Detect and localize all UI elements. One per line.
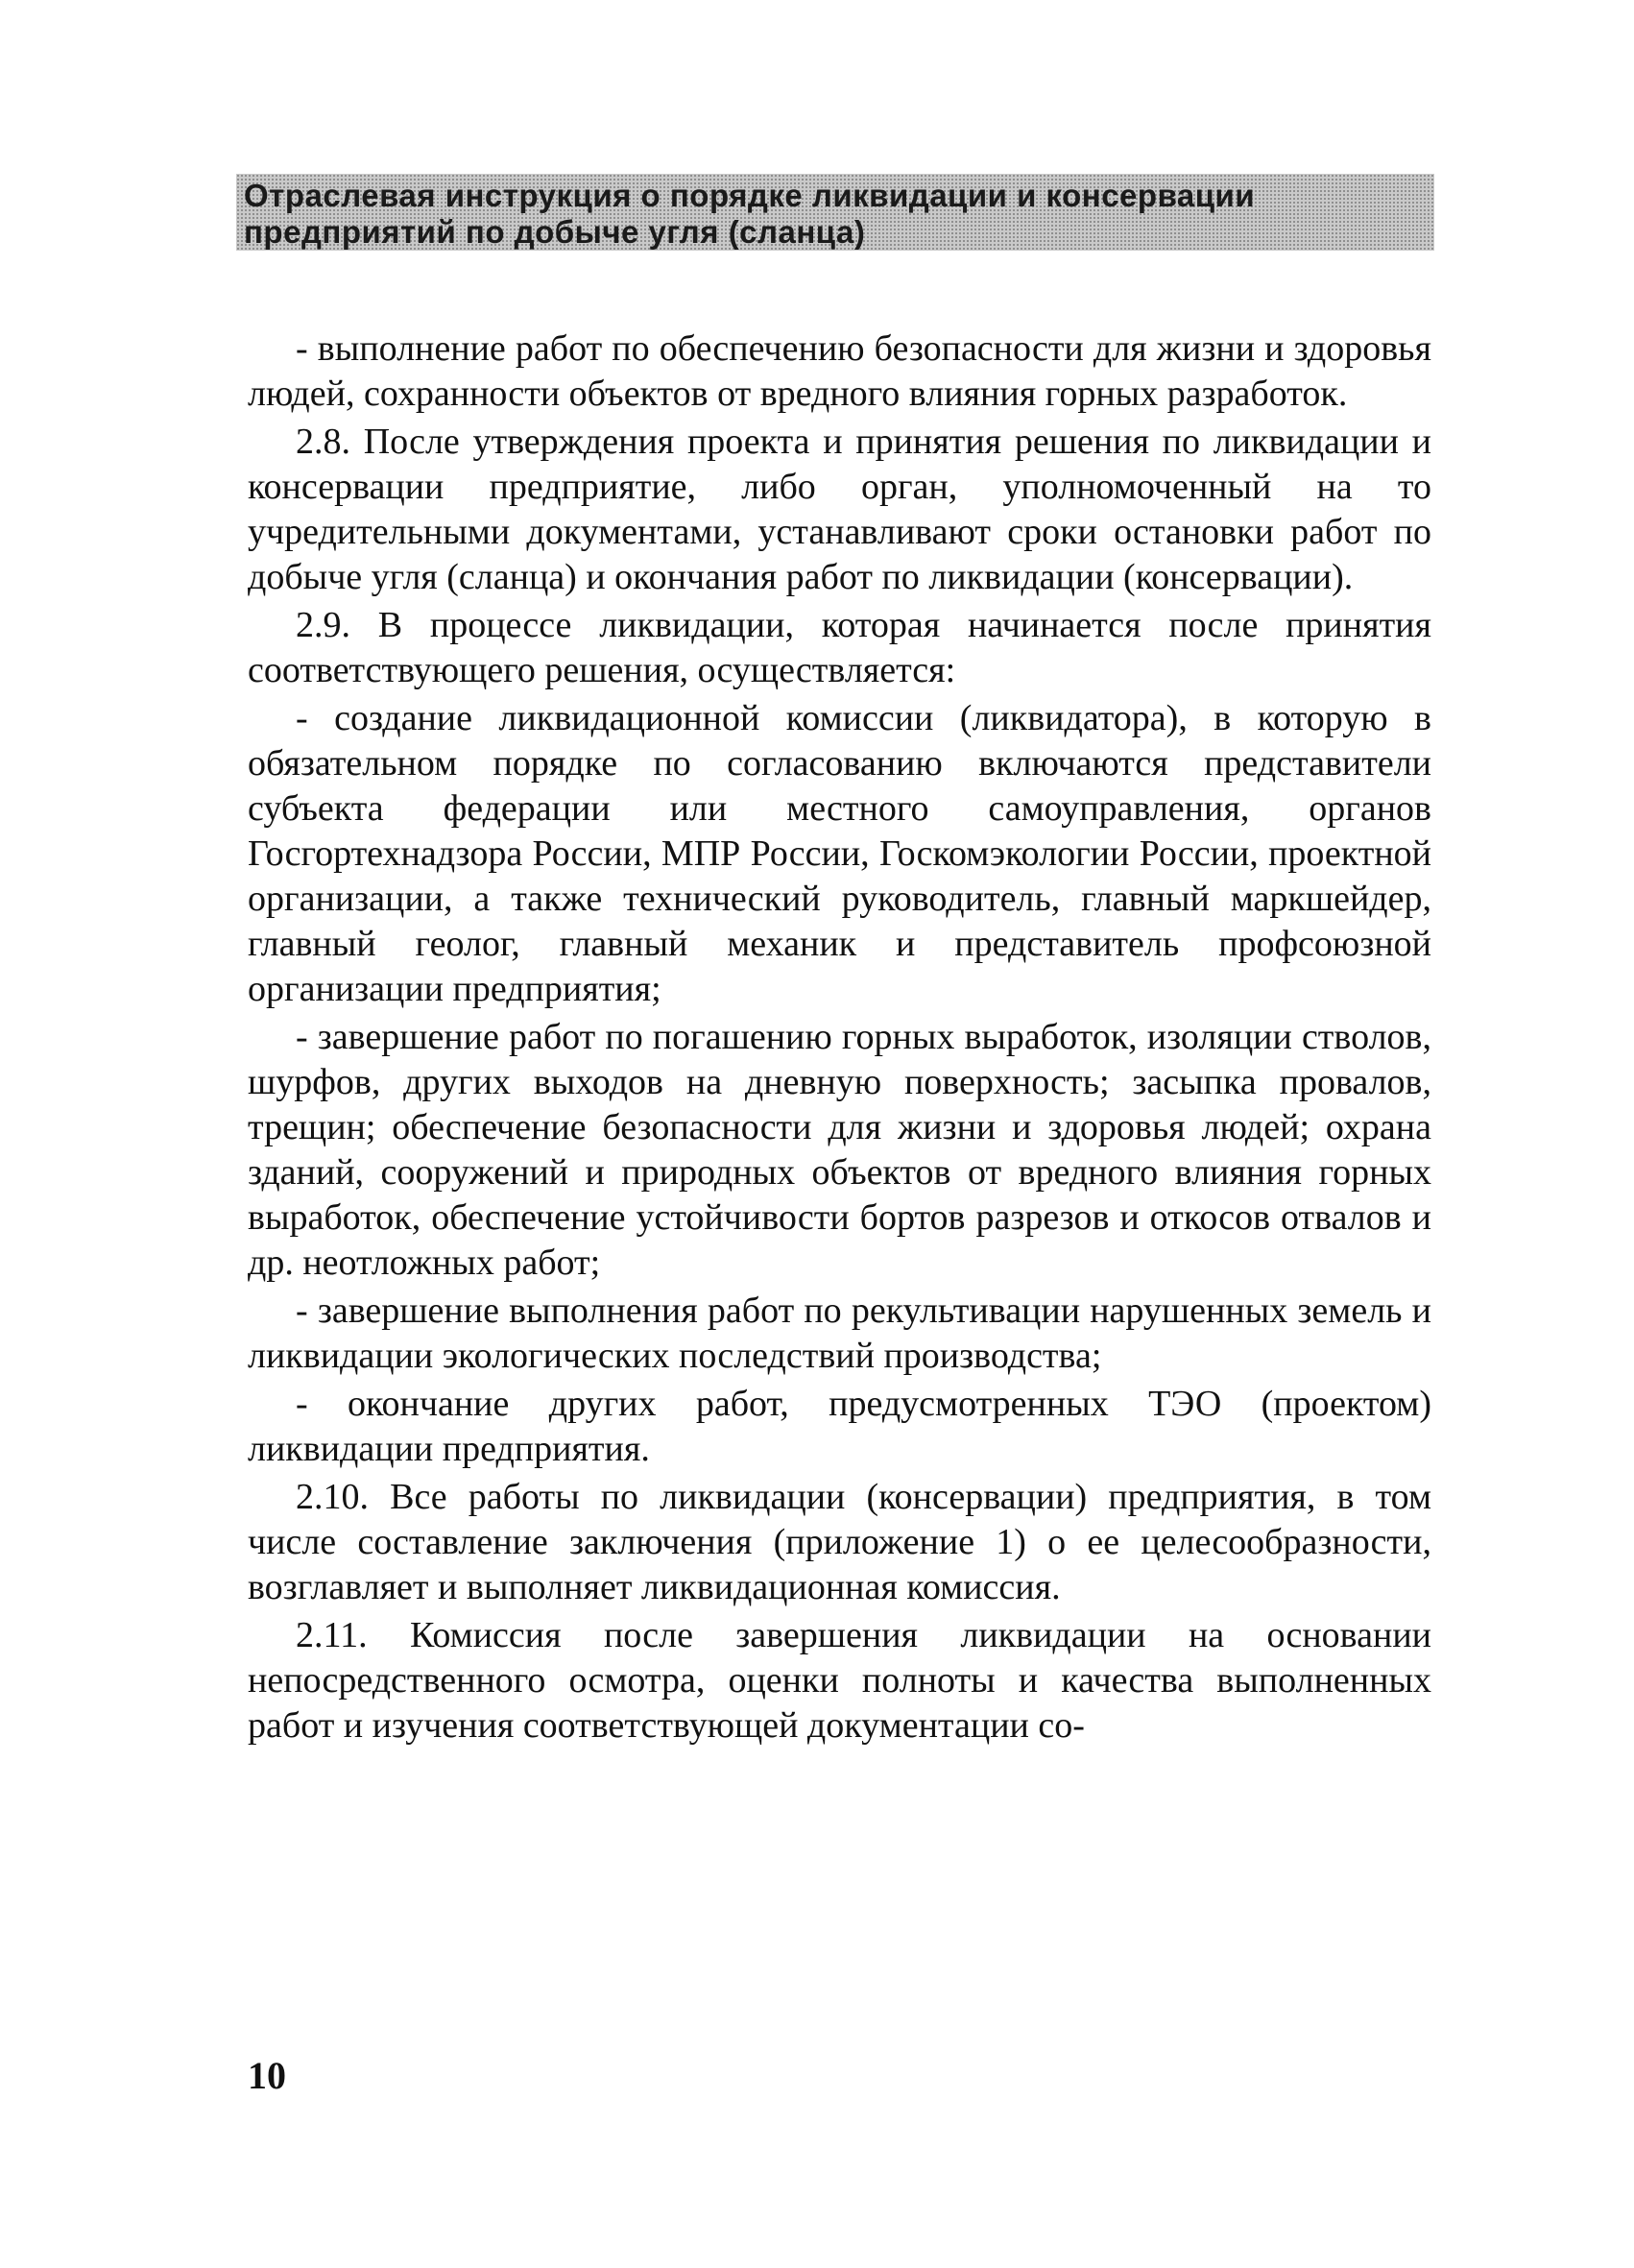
paragraph-2-8: 2.8. После утверждения проекта и принятия решения по ликвидации и консервации предприятие, либо орган, уполномоченный на то учредительными документами, устанавливают сроки остановки работ по добыче угля (сланца) и окончания работ по ликвидации (консервации).: [248, 422, 1431, 597]
running-header-line-2: предприятий по добыче угля (сланца): [244, 214, 866, 250]
running-header-title: [244, 178, 1255, 251]
paragraph-2-11: 2.11. Комиссия после завершения ликвидации на основании непосредственного осмотра, оценки полноты и качества выполненных работ и изучения соответствующей документации со-: [248, 1615, 1431, 1746]
running-header-banner: [236, 174, 1434, 251]
paragraph-other-works: - окончание других работ, предусмотренных ТЭО (проектом) ликвидации предприятия.: [248, 1384, 1431, 1469]
page-number: 10: [248, 2054, 286, 2097]
paragraph-mining-works-completion: - завершение работ по погашению горных выработок, изоляции стволов, шурфов, других выходов на дневную поверхность; засыпка провалов, трещин; обеспечение безопасности для жизни и здоровья людей; охрана зданий, сооружений и природных объектов от вредного влияния горных выработок, обеспечение устойчивости бортов разрезов и откосов отвалов и др. неотложных работ;: [248, 1017, 1431, 1283]
paragraph-2-9: 2.9. В процессе ликвидации, которая начинается после принятия соответствующего решения, осуществляется:: [248, 605, 1431, 690]
paragraph-safety-works: - выполнение работ по обеспечению безопасности для жизни и здоровья людей, сохранности объектов от вредного влияния горных разработок.: [248, 328, 1431, 414]
running-header-line-1: Отраслевая инструкция о порядке ликвидации и консервации: [244, 178, 1256, 213]
body-text: [248, 326, 1431, 1751]
paragraph-commission-creation: - создание ликвидационной комиссии (ликвидатора), в которую в обязательном порядке по согласованию включаются представители субъекта федерации или местного самоуправления, органов Госгортехнадзора России, МПР России, Госкомэкологии России, проектной организации, а также технический руководитель, главный маркшейдер, главный геолог, главный механик и представитель профсоюзной организации предприятия;: [248, 698, 1431, 1009]
paragraph-2-10: 2.10. Все работы по ликвидации (консервации) предприятия, в том числе составление заключения (приложение 1) о ее целесообразности, возглавляет и выполняет ликвидационная комиссия.: [248, 1477, 1431, 1607]
paragraph-recultivation: - завершение выполнения работ по рекультивации нарушенных земель и ликвидации экологических последствий производства;: [248, 1291, 1431, 1376]
